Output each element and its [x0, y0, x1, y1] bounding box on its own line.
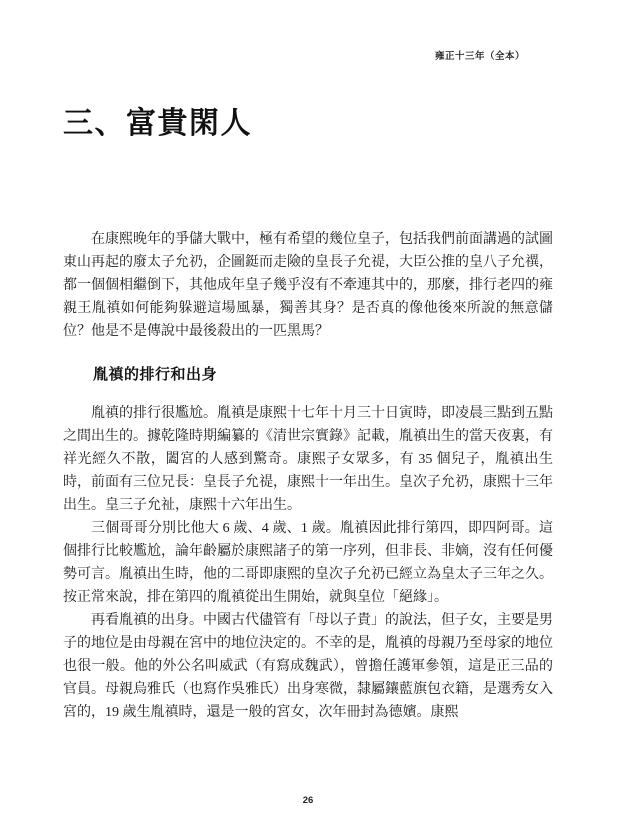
chapter-title: 三、富貴閑人 — [63, 107, 252, 140]
running-head-book-title: 雍正十三年（全本） — [434, 51, 525, 62]
section-heading: 胤禛的排行和出身 — [93, 366, 218, 383]
section-paragraph: 三個哥哥分別比他大 6 歲、4 歲、1 歲。胤禛因此排行第四，即四阿哥。這個排行比較尷尬，論年齡屬於康熙諸子的第一序列，但非長、非嫡，沒有任何優勢可言。胤禛出生時，他的二哥即康熙的皇次子允礽已經立為皇太子三年之久。按正常來說，排在第四的胤禛從出生開始，就與皇位「絕緣」。 — [63, 521, 553, 605]
section-paragraph: 再看胤禛的出身。中國古代儘管有「母以子貴」的說法，但子女，主要是男子的地位是由母親在宮中的地位決定的。不幸的是，胤禛的母親乃至母家的地位也很一般。他的外公名叫威武（有寫成魏武），曾擔任護軍參領，這是正三品的官員。母親烏雅氏（也寫作吳雅氏）出身寒微，隸屬鑲藍旗包衣籍，是選秀女入宮的，19 歲生胤禛時，還是一般的宮女，次年冊封為德嬪。康熙 — [63, 613, 553, 720]
page-number: 26 — [302, 795, 314, 806]
intro-paragraph: 在康熙晚年的爭儲大戰中，極有希望的幾位皇子，包括我們前面講過的試圖東山再起的廢太子允礽，企圖鋌而走險的皇長子允禔，大臣公推的皇八子允禩，都一個個相繼倒下，其他成年皇子幾乎沒有不牽連其中的，那麼，排行老四的雍親王胤禛如何能夠躲避這場風暴，獨善其身？是否真的像他後來所說的無意儲位？他是不是傳說中最後殺出的一匹黑馬？ — [63, 232, 553, 339]
section-paragraph: 胤禛的排行很尷尬。胤禛是康熙十七年十月三十日寅時，即凌晨三點到五點之間出生的。據乾隆時期編纂的《清世宗實錄》記載，胤禛出生的當天夜裏，有祥光經久不散，闔宮的人感到驚奇。康熙子女眾多，有 35 個兒子，胤禛出生時，前面有三位兄長：皇長子允禔，康熙十一年出生。皇次子允礽，康熙十三年出生。皇三子允祉，康熙十六年出生。 — [63, 406, 553, 513]
